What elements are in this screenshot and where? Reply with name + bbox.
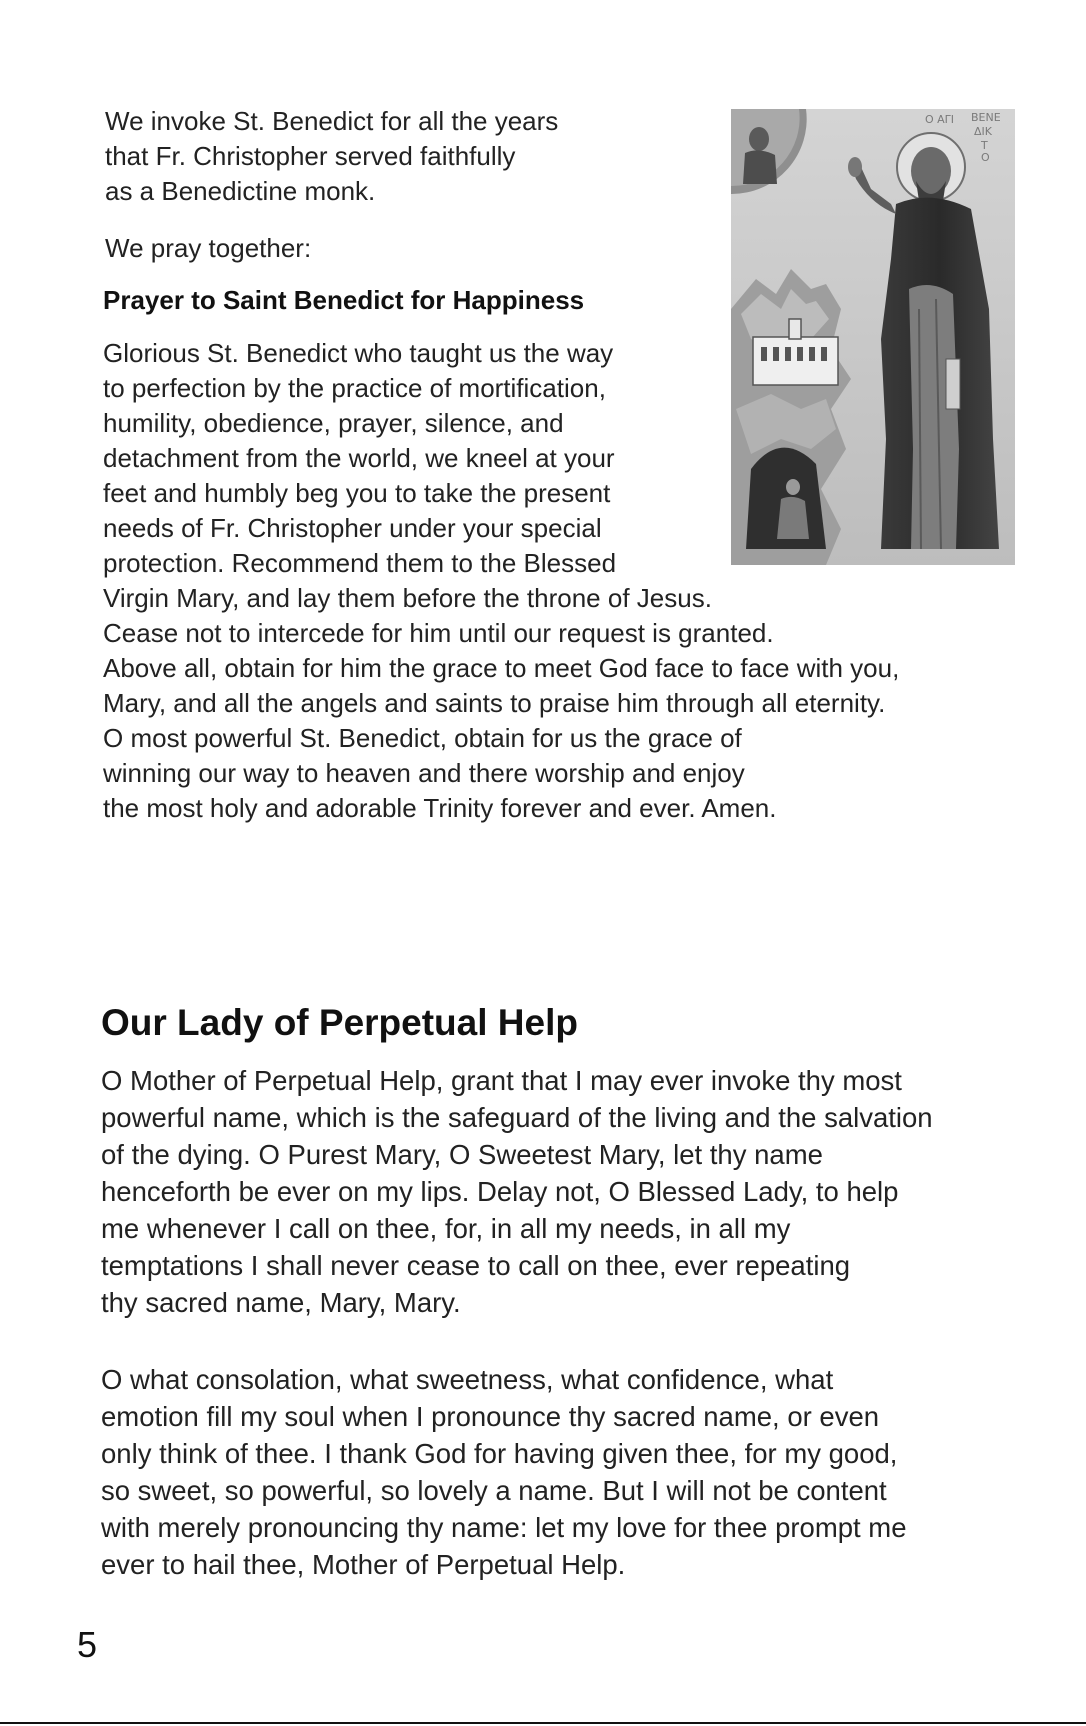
- perpetual-help-title: Our Lady of Perpetual Help: [101, 1002, 578, 1043]
- intro-line: that Fr. Christopher served faithfully: [105, 141, 516, 171]
- paragraph-line: with merely pronouncing thy name: let my love for thee prompt me: [101, 1512, 907, 1543]
- prayer-line: Glorious St. Benedict who taught us the way: [103, 338, 614, 368]
- paragraph-line: only think of thee. I thank God for having given thee, for my good,: [101, 1438, 898, 1469]
- icon-inscription: O ΑΓΙ: [925, 113, 955, 126]
- paragraph-line: emotion fill my soul when I pronounce thy sacred name, or even: [101, 1401, 880, 1432]
- icon-inscription: ΒΕΝΕ: [971, 111, 1001, 124]
- paragraph-line: O Mother of Perpetual Help, grant that I may ever invoke thy most: [101, 1065, 902, 1096]
- paragraph-line: of the dying. O Purest Mary, O Sweetest Mary, let thy name: [101, 1139, 823, 1170]
- prayer-line: O most powerful St. Benedict, obtain for us the grace of: [103, 723, 742, 753]
- paragraph-line: so sweet, so powerful, so lovely a name. But I will not be content: [101, 1475, 887, 1506]
- saint-benedict-icon: [731, 109, 1015, 565]
- saint-benedict-icon-image: [731, 109, 1015, 565]
- paragraph-line: O what consolation, what sweetness, what confidence, what: [101, 1364, 834, 1395]
- icon-inscription: Ο: [981, 151, 990, 164]
- prayer-line: Above all, obtain for him the grace to meet God face to face with you,: [103, 653, 900, 683]
- prayer-line: detachment from the world, we kneel at your: [103, 443, 615, 473]
- prayer-line: Virgin Mary, and lay them before the throne of Jesus.: [103, 583, 712, 613]
- paragraph-line: ever to hail thee, Mother of Perpetual Help.: [101, 1549, 626, 1580]
- page-number: 5: [77, 1624, 98, 1665]
- prayer-title: Prayer to Saint Benedict for Happiness: [103, 285, 585, 315]
- pray-together-text: We pray together:: [105, 233, 312, 263]
- icon-inscription: Τ: [981, 139, 988, 152]
- paragraph-line: me whenever I call on thee, for, in all my needs, in all my: [101, 1213, 791, 1244]
- prayer-line: the most holy and adorable Trinity forever and ever. Amen.: [103, 793, 777, 823]
- bottom-divider: [0, 1722, 1086, 1724]
- icon-inscription: ΔΙΚ: [974, 125, 992, 138]
- paragraph-line: temptations I shall never cease to call on thee, ever repeating: [101, 1250, 851, 1281]
- paragraph-line: powerful name, which is the safeguard of the living and the salvation: [101, 1102, 933, 1133]
- intro-line: We invoke St. Benedict for all the years: [105, 106, 559, 136]
- prayer-line: winning our way to heaven and there worship and enjoy: [103, 758, 745, 788]
- prayer-line: to perfection by the practice of mortification,: [103, 373, 606, 403]
- paragraph-line: thy sacred name, Mary, Mary.: [101, 1287, 461, 1318]
- intro-line: as a Benedictine monk.: [105, 176, 376, 206]
- prayer-line: protection. Recommend them to the Blessed: [103, 548, 617, 578]
- prayer-line: needs of Fr. Christopher under your special: [103, 513, 602, 543]
- prayer-line: Cease not to intercede for him until our request is granted.: [103, 618, 774, 648]
- paragraph-line: henceforth be ever on my lips. Delay not, O Blessed Lady, to help: [101, 1176, 899, 1207]
- prayer-line: feet and humbly beg you to take the present: [103, 478, 611, 508]
- prayer-line: humility, obedience, prayer, silence, and: [103, 408, 564, 438]
- prayer-line: Mary, and all the angels and saints to praise him through all eternity.: [103, 688, 886, 718]
